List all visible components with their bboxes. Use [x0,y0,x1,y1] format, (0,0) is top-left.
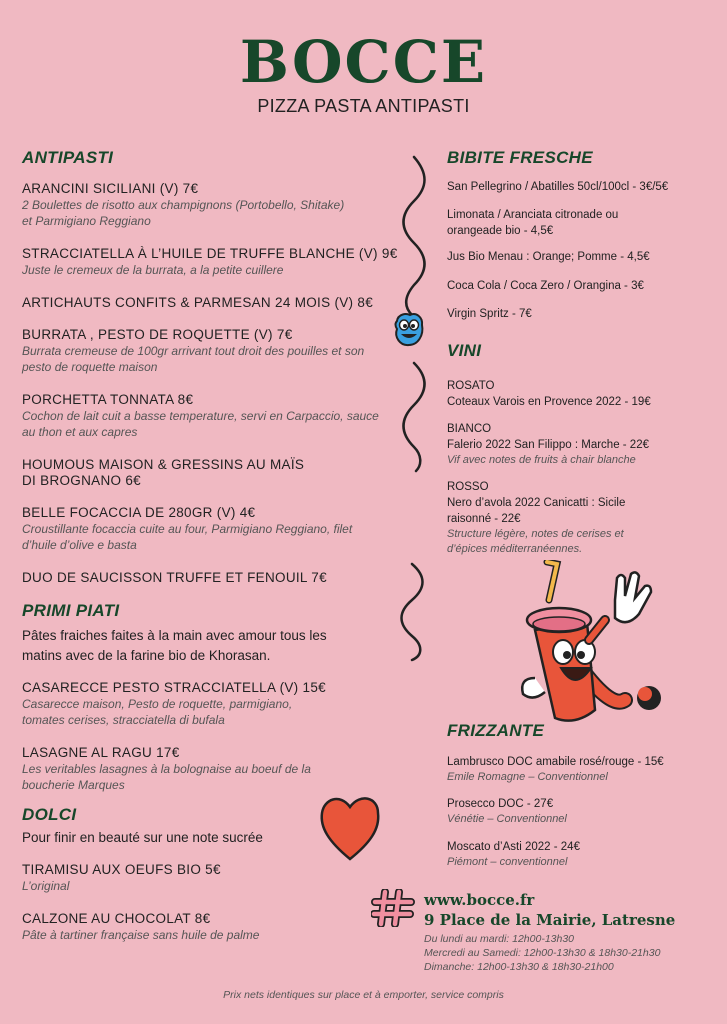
item-name: Limonata / Aranciata citronade ou orangeade bio - 4,5€ [447,209,619,237]
item-name: PORCHETTA TONNATA 8€ [22,392,194,407]
drink-item [447,278,712,294]
section-title-bibite: BIBITE FRESCHE [447,148,593,167]
hours-line: Dimanche: 12h00-13h30 & 18h30-21h00 [424,961,614,973]
item-name: Lambrusco DOC amabile rosé/rouge - 15€ [447,756,664,768]
section-title-dolci: DOLCI [22,805,77,824]
item-name: Coteaux Varois en Provence 2022 - 19€ [447,396,651,408]
item-desc: Vénétie – Conventionnel [447,813,567,825]
contact-block [424,890,714,974]
hours-line: Du lundi au mardi: 12h00-13h30 [424,933,575,945]
heart-icon [318,793,382,863]
brand-title: BOCCE [239,28,488,96]
menu-item [22,680,402,728]
item-name: CASARECCE PESTO STRACCIATELLA (V) 15€ [22,680,326,695]
menu-item [22,295,402,311]
item-name: Jus Bio Menau : Orange; Pomme - 4,5€ [447,251,650,263]
drink-item [447,839,712,870]
drink-item [447,796,712,827]
wine-label: ROSATO [447,380,495,392]
item-name: CALZONE AU CHOCOLAT 8€ [22,911,211,926]
item-name: Moscato d’Asti 2022 - 24€ [447,841,580,853]
item-desc: 2 Boulettes de risotto aux champignons (Portobello, Shitake) et Parmigiano Reggiano [22,198,345,228]
item-desc: Casarecce maison, Pesto de roquette, parmigiano, tomates cerises, stracciatella di bufala [22,697,293,727]
primi-intro: Pâtes fraiches faites à la main avec amour tous les matins avec de la farine bio de Khorasan. [22,628,327,663]
address: 9 Place de la Mairie, Latresne [424,911,676,929]
item-name: LASAGNE AL RAGU 17€ [22,745,180,760]
menu-item [22,457,402,489]
wine-label: BIANCO [447,423,492,435]
item-desc: Piémont – conventionnel [447,856,568,868]
wine-item [447,378,712,410]
item-desc: Pâte à tartiner française sans huile de palme [22,928,260,942]
item-name: TIRAMISU AUX OEUFS BIO 5€ [22,862,221,877]
section-title-frizzante: FRIZZANTE [447,721,545,740]
wine-item [447,421,712,468]
item-name: Coca Cola / Coca Zero / Orangina - 3€ [447,280,644,292]
item-name: BURRATA , PESTO DE ROQUETTE (V) 7€ [22,327,293,342]
menu-item [22,392,402,440]
footer-note: Prix nets identiques sur place et à emporter, service compris [223,989,504,1001]
item-name: BELLE FOCACCIA DE 280GR (V) 4€ [22,505,256,520]
item-name: Nero d’avola 2022 Canicatti : Sicile raisonné - 22€ [447,497,626,525]
drink-item [447,306,712,322]
drink-item [447,207,672,239]
menu-item [22,862,402,894]
dolci-intro: Pour finir en beauté sur une note sucrée [22,830,263,845]
hashtag-icon [371,889,415,927]
menu-item [22,327,402,375]
cup-mascot-icon [515,560,665,735]
section-title-primi: PRIMI PIATI [22,601,120,620]
item-name: Falerio 2022 San Filippo : Marche - 22€ [447,439,649,451]
menu-item [22,745,402,793]
item-desc: Structure légère, notes de cerises et d’épices méditerranéennes. [447,528,624,555]
item-name: Virgin Spritz - 7€ [447,308,532,320]
item-name: ARTICHAUTS CONFITS & PARMESAN 24 MOIS (V) 8€ [22,295,374,310]
item-name: San Pellegrino / Abatilles 50cl/100cl - 3€/5€ [447,181,669,193]
section-title-antipasti: ANTIPASTI [22,148,114,167]
section-title-vini: VINI [447,341,482,360]
item-desc: Croustillante focaccia cuite au four, Parmigiano Reggiano, filet d’huile d’olive e basta [22,522,353,552]
menu-item [22,505,402,553]
item-name: DUO DE SAUCISSON TRUFFE ET FENOUIL 7€ [22,570,327,585]
item-desc: Les veritables lasagnes à la bolognaise au boeuf de la boucherie Marques [22,762,311,792]
drink-item [447,179,712,195]
item-name: ARANCINI SICILIANI (V) 7€ [22,181,199,196]
item-name: Prosecco DOC - 27€ [447,798,554,810]
wine-item [447,479,662,557]
drink-item [447,754,712,785]
menu-item [22,181,402,229]
menu-item [22,570,402,586]
tagline: PIZZA PASTA ANTIPASTI [257,96,470,116]
item-desc: Cochon de lait cuit a basse temperature, servi en Carpaccio, sauce au thon et aux capres [22,409,379,439]
hours-line: Mercredi au Samedi: 12h00-13h30 & 18h30-21h30 [424,947,661,959]
item-name: STRACCIATELLA À L’HUILE DE TRUFFE BLANCHE (V) 9€ [22,246,398,261]
drink-item [447,249,712,265]
item-name: HOUMOUS MAISON & GRESSINS AU MAÏS DI BROGNANO 6€ [22,457,305,488]
item-desc: Emile Romagne – Conventionnel [447,771,608,783]
wine-label: ROSSO [447,481,489,493]
item-desc: L’original [22,879,70,893]
item-desc: Vif avec notes de fruits à chair blanche [447,454,636,466]
squiggle-icon [398,562,428,662]
menu-item [22,246,402,278]
menu-item [22,911,402,943]
item-desc: Burrata cremeuse de 100gr arrivant tout droit des pouilles et son pesto de roquette maison [22,344,365,374]
blue-blob-icon [392,311,426,349]
item-desc: Juste le cremeux de la burrata, a la petite cuillere [22,263,284,277]
website-link[interactable]: www.bocce.fr [424,891,535,909]
